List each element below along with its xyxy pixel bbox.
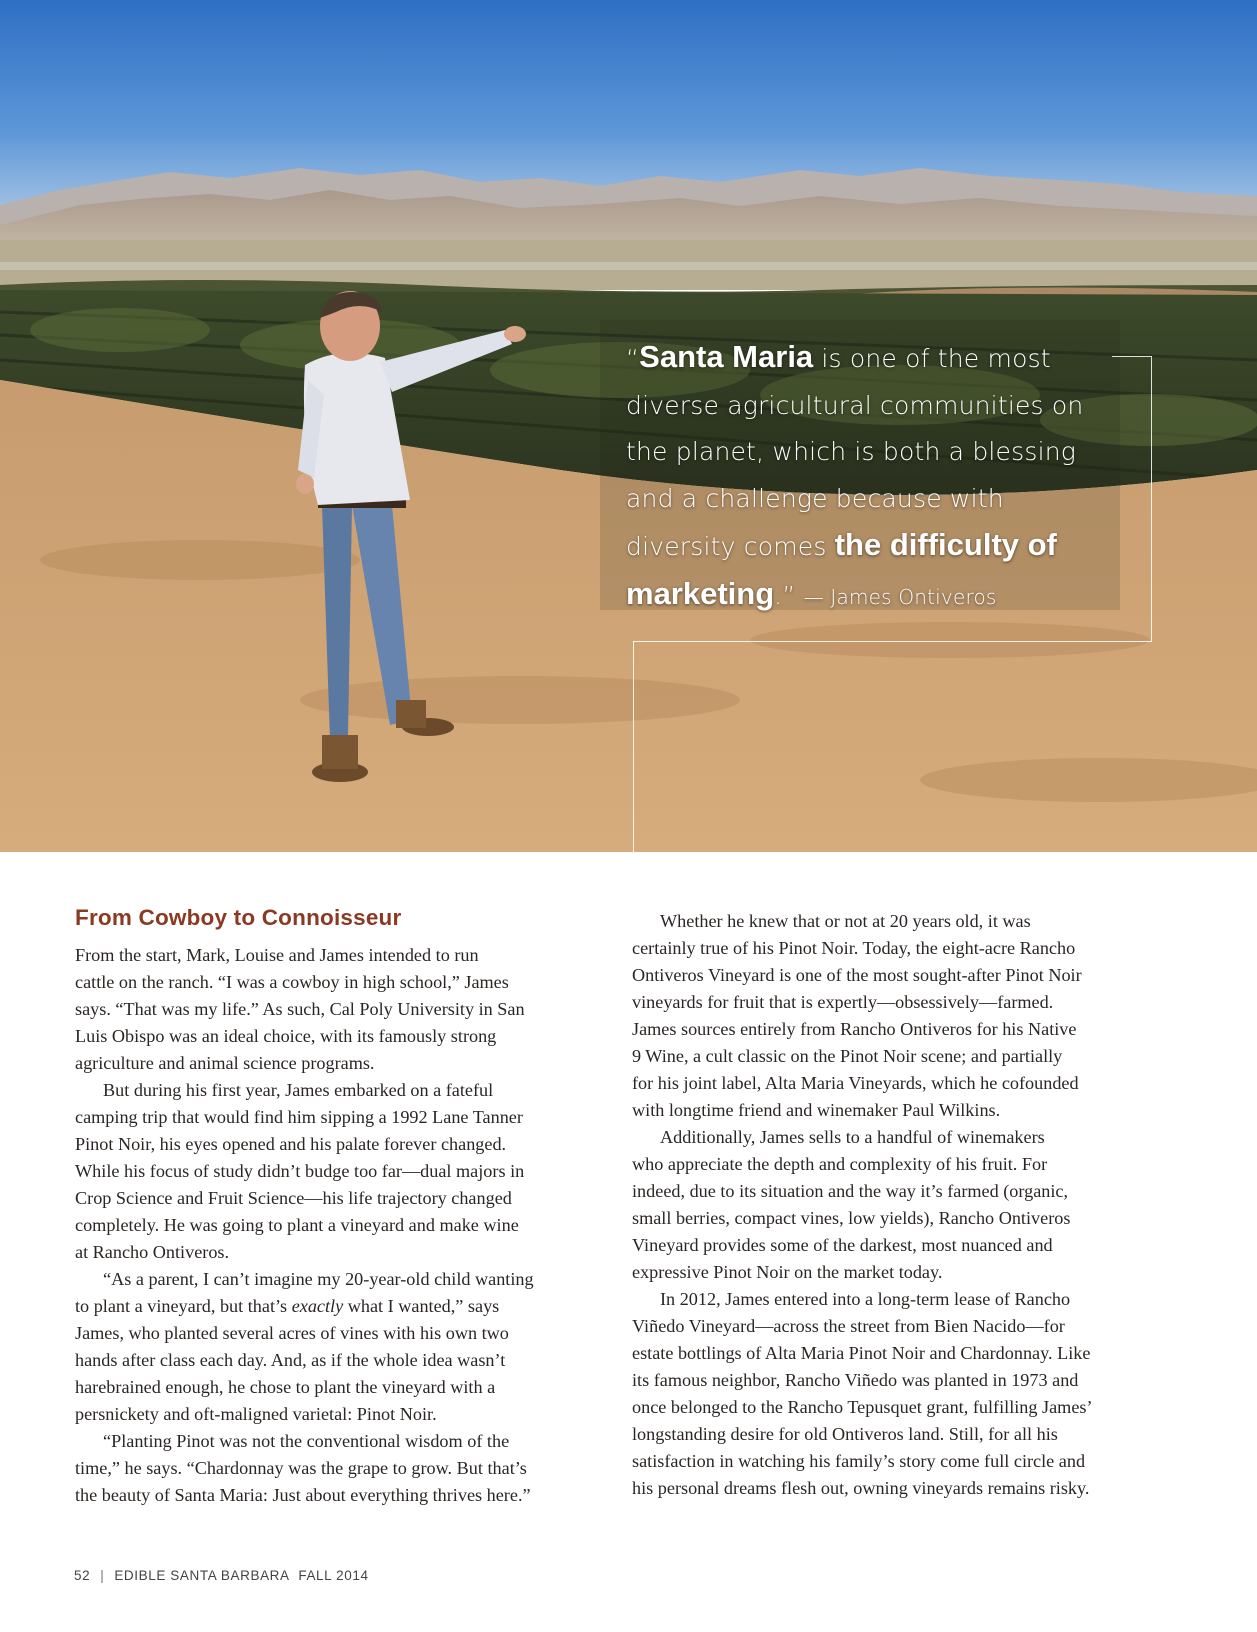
text-line: camping trip that would find him sipping a 1992 Lane Tanner xyxy=(75,1107,523,1127)
text-line: longstanding desire for old Ontiveros land. Still, for all his xyxy=(632,1424,1058,1444)
text-line: says. “That was my life.” As such, Cal Poly University in San xyxy=(75,999,525,1019)
text-line: hands after class each day. And, as if the whole idea wasn’t xyxy=(75,1350,506,1370)
text-line: Ontiveros Vineyard is one of the most sought-after Pinot Noir xyxy=(632,965,1082,985)
emphasis-exactly: exactly xyxy=(291,1296,344,1316)
text-line: But during his first year, James embarked on a fateful xyxy=(103,1080,494,1100)
paragraph-2 xyxy=(75,1077,572,1266)
text-line: to plant a vineyard, but that’s exactly what I wanted,” says xyxy=(75,1296,500,1316)
text-line: its famous neighbor, Rancho Viñedo was planted in 1973 and xyxy=(632,1370,1079,1390)
text-line: James, who planted several acres of vines with his own two xyxy=(75,1323,509,1343)
quote-body: is one of the most diverse agricultural communities on the planet, which is both a blessing and a challenge because with diversity comes xyxy=(626,344,1084,561)
pull-quote xyxy=(626,334,1106,620)
article-column-left xyxy=(75,942,572,1509)
paragraph-4 xyxy=(75,1428,572,1509)
text-line: Viñedo Vineyard—across the street from Bien Nacido—for xyxy=(632,1316,1065,1336)
quote-close-mark: .” xyxy=(774,580,796,610)
text-line: satisfaction in watching his family’s story come full circle and xyxy=(632,1451,1086,1471)
text-line: the beauty of Santa Maria: Just about everything thrives here.” xyxy=(75,1485,531,1505)
quote-attribution: — James Ontiveros xyxy=(803,584,997,609)
quote-highlight-marketing: the difficulty of marketing xyxy=(626,527,1057,611)
quote-open-mark: “ xyxy=(626,344,640,373)
quote-frame-left xyxy=(633,641,634,852)
text-line: persnickety and oft-maligned varietal: Pinot Noir. xyxy=(75,1404,437,1424)
text-line: once belonged to the Rancho Tepusquet grant, fulfilling James’ xyxy=(632,1397,1093,1417)
text-line: Vineyard provides some of the darkest, most nuanced and xyxy=(632,1235,1053,1255)
text-line: While his focus of study didn’t budge too far—dual majors in xyxy=(75,1161,525,1181)
text-line: indeed, due to its situation and the way it’s farmed (organic, xyxy=(632,1181,1069,1201)
text-line: estate bottlings of Alta Maria Pinot Noir and Chardonnay. Like xyxy=(632,1343,1091,1363)
quote-highlight-santa-maria: Santa Maria xyxy=(639,339,814,374)
text-line: for his joint label, Alta Maria Vineyards, which he cofounded xyxy=(632,1073,1079,1093)
quote-frame-right xyxy=(1151,356,1152,641)
paragraph-1 xyxy=(75,942,572,1077)
text-line: In 2012, James entered into a long-term lease of Rancho xyxy=(660,1289,1071,1309)
paragraph-3 xyxy=(75,1266,572,1428)
text-line: small berries, compact vines, low yields), Rancho Ontiveros xyxy=(632,1208,1071,1228)
text-line: expressive Pinot Noir on the market today. xyxy=(632,1262,943,1282)
text-line: agriculture and animal science programs. xyxy=(75,1053,375,1073)
text-line: “Planting Pinot was not the conventional wisdom of the xyxy=(103,1431,510,1451)
text-line: who appreciate the depth and complexity of his fruit. For xyxy=(632,1154,1048,1174)
text-line: Pinot Noir, his eyes opened and his palate forever changed. xyxy=(75,1134,507,1154)
text-line: with longtime friend and winemaker Paul Wilkins. xyxy=(632,1100,1001,1120)
text-line: vineyards for fruit that is expertly—obsessively—farmed. xyxy=(632,992,1054,1012)
text-line: “As a parent, I can’t imagine my 20-year-old child wanting xyxy=(103,1269,534,1289)
text-line: time,” he says. “Chardonnay was the grape to grow. But that’s xyxy=(75,1458,527,1478)
article-column-right xyxy=(632,908,1129,1502)
text-line: his personal dreams flesh out, owning vineyards remains risky. xyxy=(632,1478,1090,1498)
text-line: Additionally, James sells to a handful of winemakers xyxy=(660,1127,1045,1147)
text-line: completely. He was going to plant a vineyard and make wine xyxy=(75,1215,519,1235)
text-line: James sources entirely from Rancho Ontiveros for his Native xyxy=(632,1019,1077,1039)
section-heading: From Cowboy to Connoisseur xyxy=(75,905,402,930)
paragraph-5 xyxy=(632,908,1129,1124)
text-line: at Rancho Ontiveros. xyxy=(75,1242,230,1262)
page-number: 52 xyxy=(74,1568,91,1583)
issue-label: FALL 2014 xyxy=(298,1568,369,1583)
text-line: harebrained enough, he chose to plant the vineyard with a xyxy=(75,1377,496,1397)
text-line: From the start, Mark, Louise and James intended to run xyxy=(75,945,479,965)
paragraph-6 xyxy=(632,1124,1129,1286)
text-line: Crop Science and Fruit Science—his life trajectory changed xyxy=(75,1188,512,1208)
page-footer xyxy=(74,1568,369,1583)
text-line: Whether he knew that or not at 20 years old, it was xyxy=(660,911,1031,931)
publication-name: EDIBLE SANTA BARBARA xyxy=(114,1568,290,1583)
text-line: certainly true of his Pinot Noir. Today, the eight-acre Rancho xyxy=(632,938,1076,958)
text-line: Luis Obispo was an ideal choice, with its famously strong xyxy=(75,1026,497,1046)
quote-frame-mid xyxy=(633,641,1152,642)
text-line: 9 Wine, a cult classic on the Pinot Noir scene; and partially xyxy=(632,1046,1063,1066)
footer-separator: | xyxy=(100,1568,105,1583)
text-line: cattle on the ranch. “I was a cowboy in high school,” James xyxy=(75,972,509,992)
paragraph-7 xyxy=(632,1286,1129,1502)
quote-frame-top xyxy=(1112,356,1152,357)
